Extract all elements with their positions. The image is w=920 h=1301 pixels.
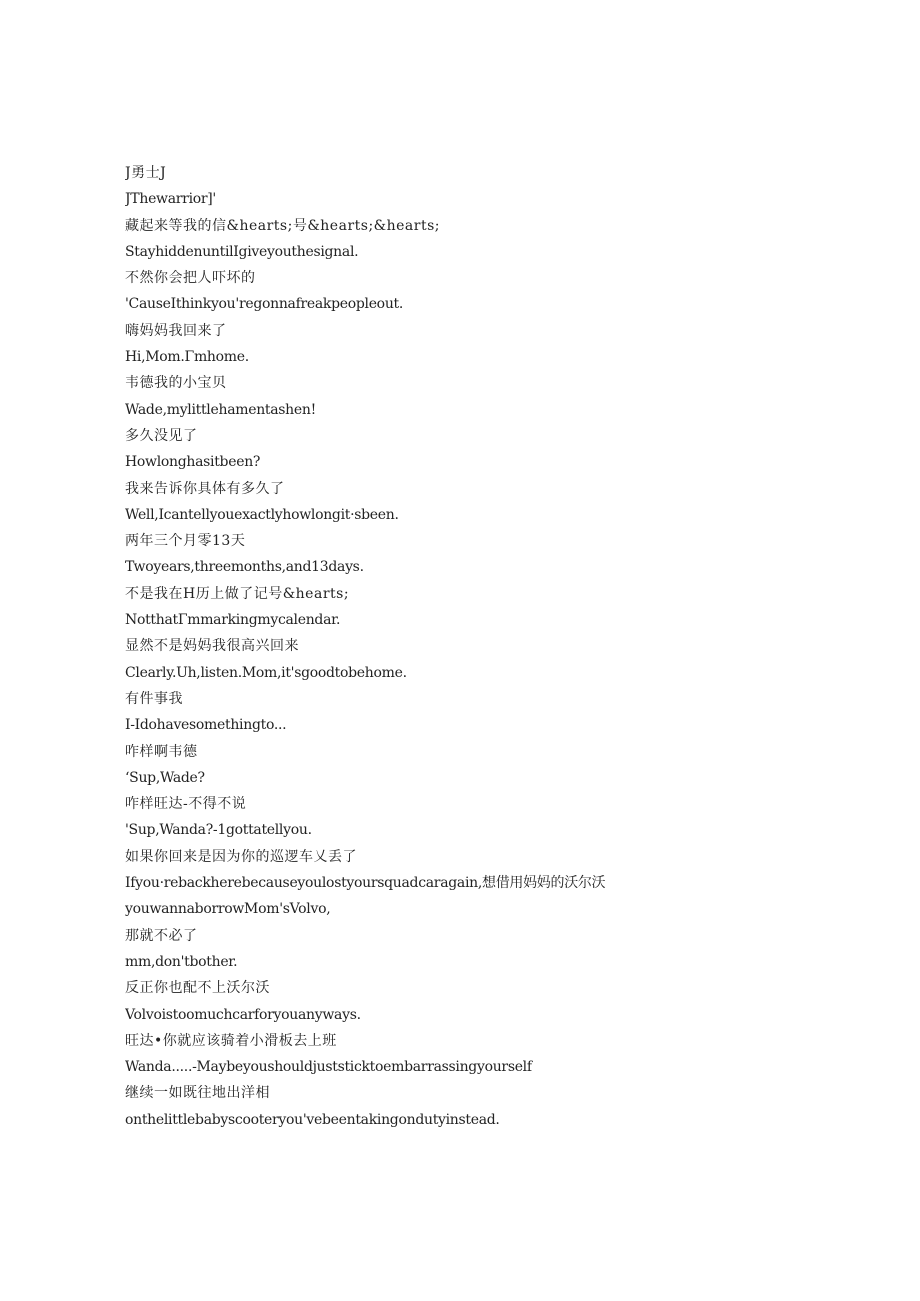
subtitle-line-chinese: 我来告诉你具体有多久了 bbox=[125, 480, 285, 497]
subtitle-line-chinese: 两年三个月零13天 bbox=[125, 533, 246, 550]
subtitle-line-english: Ifyou·rebackherebecauseyoulostyoursquadcaragain,想借用妈妈的沃尔沃 bbox=[125, 875, 606, 892]
subtitle-line-chinese: 韦德我的小宝贝 bbox=[125, 375, 227, 392]
subtitle-line-english: Twoyears,threemonths,and13days. bbox=[125, 559, 364, 576]
subtitle-line-english: ‘Sup,Wade? bbox=[125, 769, 205, 786]
subtitle-line-english: Hi,Mom.Γmhome. bbox=[125, 349, 249, 366]
subtitle-line-english: Volvoistoomuchcarforyouanyways. bbox=[125, 1006, 361, 1023]
subtitle-line-chinese: 旺达•你就应该骑着小滑板去上班 bbox=[125, 1032, 337, 1049]
subtitle-line-english: I-Idohavesomethingto... bbox=[125, 717, 287, 734]
subtitle-line-english: StayhiddenuntilIgiveyouthesignal. bbox=[125, 243, 359, 260]
subtitle-line-english: Wanda.....-Maybeyoushouldjuststicktoembarrassingyourself bbox=[125, 1059, 532, 1076]
subtitle-line-chinese: 咋样旺达-不得不说 bbox=[125, 796, 247, 813]
subtitle-line-english: mm,don'tbother. bbox=[125, 953, 238, 970]
subtitle-line-chinese: 继续一如既往地出洋相 bbox=[125, 1085, 270, 1102]
subtitle-line-english: youwannaborrowMom'sVolvo, bbox=[125, 901, 331, 918]
subtitle-line-english: Howlonghasitbeen? bbox=[125, 454, 261, 471]
subtitle-line-chinese: J勇士J bbox=[125, 165, 167, 181]
subtitle-line-english: 'CauseIthinkyou'regonnafreakpeopleout. bbox=[125, 296, 404, 313]
subtitle-line-english: Wade,mylittlehamentashen! bbox=[125, 401, 316, 418]
subtitle-line-chinese: 嗨妈妈我回来了 bbox=[125, 322, 227, 339]
subtitle-line-chinese: 如果你回来是因为你的巡逻车乂丢了 bbox=[125, 848, 357, 865]
subtitle-line-english: onthelittlebabyscooteryou'vebeentakingondutyinstead. bbox=[125, 1111, 500, 1128]
subtitle-line-chinese: 不然你会把人吓坏的 bbox=[125, 270, 256, 287]
subtitle-line-chinese: 反正你也配不上沃尔沃 bbox=[125, 980, 270, 997]
subtitle-line-english: Well,Icantellyouexactlyhowlongit·sbeen. bbox=[125, 506, 399, 523]
subtitle-line-chinese: 藏起来等我的信&hearts;号&hearts;&hearts; bbox=[125, 217, 440, 234]
subtitle-line-english: Clearly.Uh,listen.Mom,it'sgoodtobehome. bbox=[125, 664, 407, 681]
subtitle-line-english: NotthatΓmmarkingmycalendar. bbox=[125, 612, 341, 629]
subtitle-line-chinese: 多久没见了 bbox=[125, 427, 198, 444]
subtitle-line-english: 'Sup,Wanda?-1gottatellyou. bbox=[125, 822, 312, 839]
subtitle-line-chinese: 不是我在H历上做了记号&hearts; bbox=[125, 585, 350, 602]
subtitle-line-chinese: 显然不是妈妈我很高兴回来 bbox=[125, 638, 299, 655]
subtitle-line-chinese: 有件事我 bbox=[125, 690, 183, 707]
subtitle-line-chinese: 那就不必了 bbox=[125, 927, 198, 944]
subtitle-line-english: JThewarrior]' bbox=[125, 191, 216, 208]
subtitle-lines bbox=[125, 160, 885, 1133]
subtitle-line-chinese: 咋样啊韦德 bbox=[125, 743, 198, 760]
